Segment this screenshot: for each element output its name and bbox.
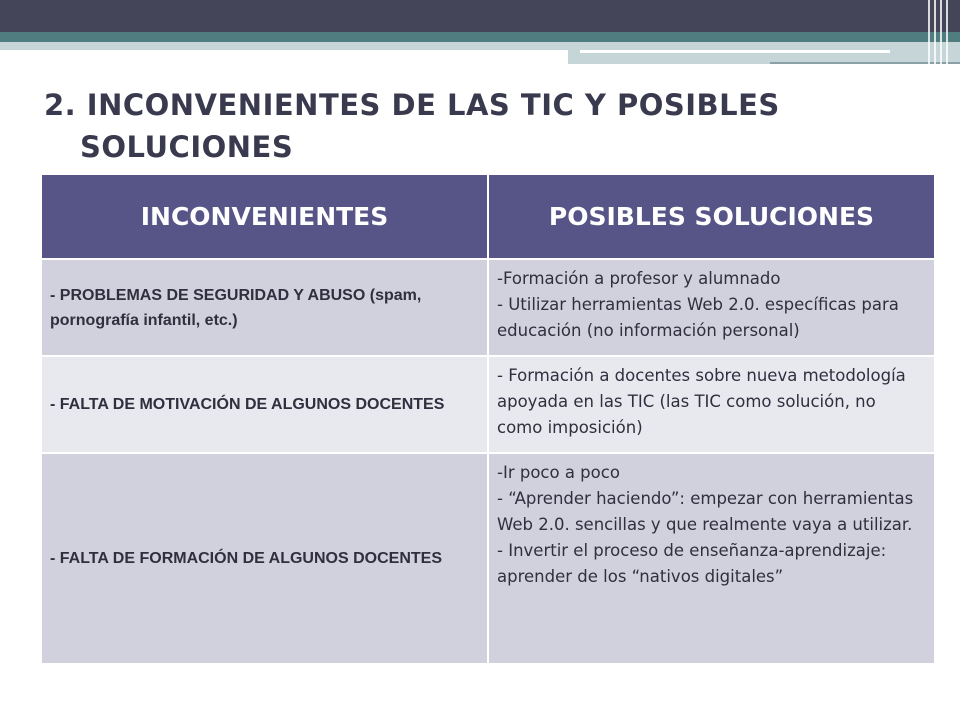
top-band-dark <box>0 0 960 32</box>
comparison-table <box>42 175 934 663</box>
slide-title <box>44 84 924 168</box>
top-band-teal <box>0 32 960 42</box>
corner-decoration <box>926 0 952 64</box>
table-row <box>42 259 934 356</box>
table-header-row <box>42 175 934 259</box>
top-band-light-left <box>0 42 568 50</box>
solutions-cell <box>488 259 934 356</box>
solution-line: - Invertir el proceso de enseñanza-aprendizaje: aprender de los “nativos digitales” <box>497 541 887 586</box>
slide-title-line-2: SOLUCIONES <box>80 130 294 164</box>
solution-line: - Formación a docentes sobre nueva metodología apoyada en las TIC (las TIC como solución, no como imposición) <box>497 366 906 437</box>
slide-title-line-1: 2. INCONVENIENTES DE LAS TIC Y POSIBLES <box>44 88 780 122</box>
header-inconvenientes: INCONVENIENTES <box>42 175 488 259</box>
solution-line: - Utilizar herramientas Web 2.0. específicas para educación (no información personal) <box>497 295 899 340</box>
solution-line: -Ir poco a poco <box>497 463 620 482</box>
table-row <box>42 356 934 453</box>
problem-cell: - FALTA DE MOTIVACIÓN DE ALGUNOS DOCENTES <box>42 356 488 453</box>
top-band-light-right <box>568 42 960 64</box>
problem-cell: - FALTA DE FORMACIÓN DE ALGUNOS DOCENTES <box>42 453 488 663</box>
solutions-cell <box>488 453 934 663</box>
solutions-cell <box>488 356 934 453</box>
solution-line: -Formación a profesor y alumnado <box>497 269 781 288</box>
table-row <box>42 453 934 663</box>
problem-cell: - PROBLEMAS DE SEGURIDAD Y ABUSO (spam, pornografía infantil, etc.) <box>42 259 488 356</box>
top-band-white-line <box>580 50 890 53</box>
solution-line: - “Aprender haciendo”: empezar con herramientas Web 2.0. sencillas y que realmente vaya a utilizar. <box>497 489 914 534</box>
header-posibles-soluciones: POSIBLES SOLUCIONES <box>488 175 934 259</box>
